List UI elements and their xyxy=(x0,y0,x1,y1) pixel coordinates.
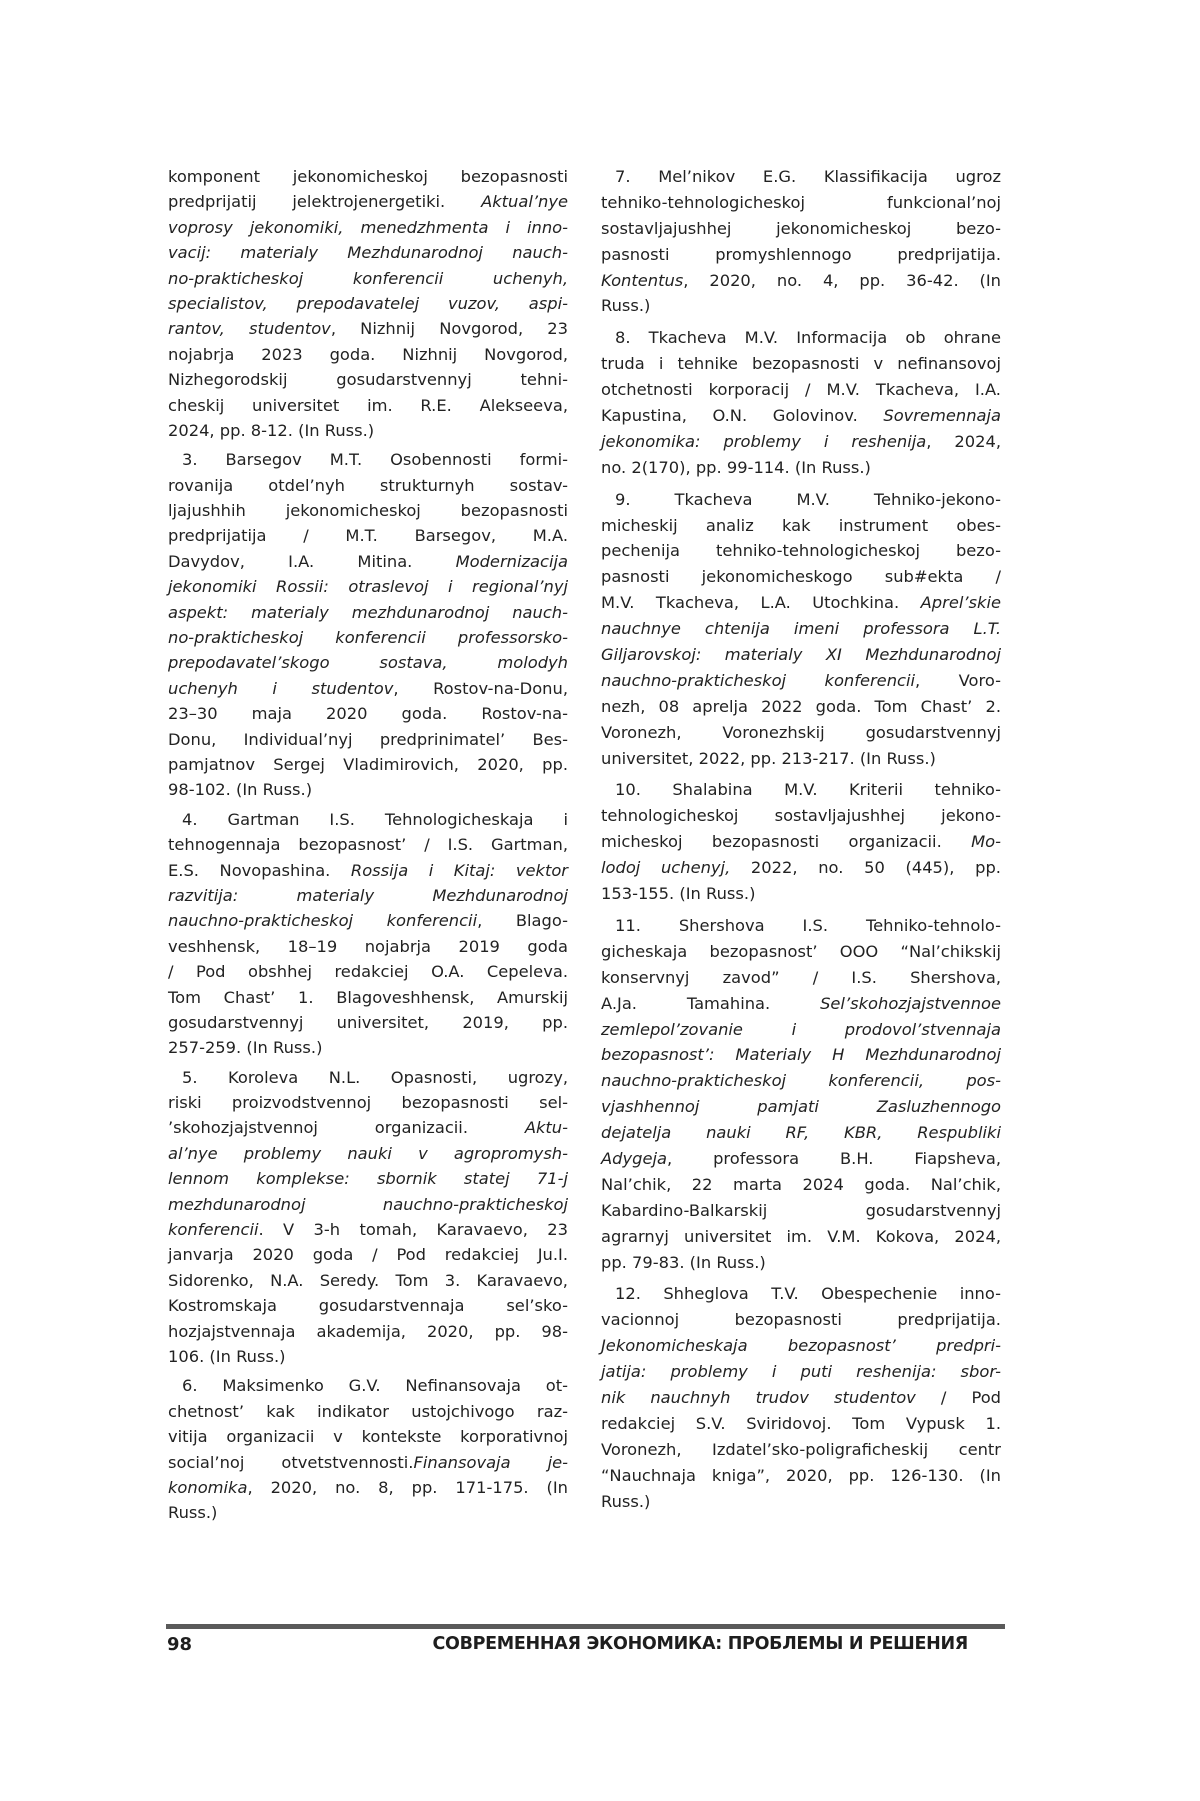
reference-text: , Blago- xyxy=(477,911,568,930)
reference-line xyxy=(601,590,1001,616)
italic-source-text: Mo- xyxy=(971,832,1001,851)
reference-text: Russ.) xyxy=(601,1492,650,1511)
reference-line xyxy=(601,694,1001,720)
reference-text: pamjatnov Sergej Vladimirovich, 2020, pp. xyxy=(168,755,568,774)
reference-text: sostavljajushhej jekonomicheskoj bezo- xyxy=(601,219,1001,238)
italic-source-text: Rossija i Kitaj: vektor xyxy=(351,861,568,880)
reference-text: / Pod xyxy=(916,1388,1001,1407)
reference-text: Kostromskaja gosudarstvennaja sel’sko- xyxy=(168,1296,568,1315)
reference-text: no. 2(170), pp. 99-114. (In Russ.) xyxy=(601,458,871,477)
italic-source-text: prepodavatel’skogo sostava, molodyh xyxy=(168,653,568,672)
italic-source-text: al’nye problemy nauki v agropromysh- xyxy=(168,1144,568,1163)
italic-source-text: aspekt: materialy mezhdunarodnoj nauch- xyxy=(168,603,568,622)
reference-line xyxy=(168,473,568,498)
reference-line xyxy=(168,625,568,650)
reference-line xyxy=(601,720,1001,746)
reference-line xyxy=(601,1017,1001,1043)
italic-source-text: specialistov, prepodavatelej vuzov, aspi- xyxy=(168,294,568,313)
reference-text: Voronezh, Izdatel’sko-poligraficheskij centr xyxy=(601,1440,1001,1459)
reference-text: , 2020, no. 8, pp. 171-175. (In xyxy=(247,1478,568,1497)
reference-text: Donu, Individual’nyj predprinimatel’ Bes- xyxy=(168,730,568,749)
reference-line xyxy=(168,959,568,984)
italic-source-text: jatija: problemy i puti reshenija: sbor- xyxy=(601,1362,1001,1381)
reference-line xyxy=(601,746,1001,772)
reference-item xyxy=(168,807,568,1061)
reference-item xyxy=(601,777,1001,906)
reference-text: universitet, 2022, pp. 213-217. (In Russ.) xyxy=(601,749,936,768)
reference-text: komponent jekonomicheskoj bezopasnosti xyxy=(168,167,568,186)
reference-text: , Rostov-na-Donu, xyxy=(393,679,568,698)
italic-source-text: konferencii xyxy=(168,1220,259,1239)
reference-text: pasnosti jekonomicheskogo sub#ekta / xyxy=(601,567,1001,586)
reference-line xyxy=(168,1373,568,1398)
reference-text: tehnologicheskoj sostavljajushhej jekono- xyxy=(601,806,1001,825)
reference-line xyxy=(168,1293,568,1318)
journal-title: СОВРЕМЕННАЯ ЭКОНОМИКА: ПРОБЛЕМЫ И РЕШЕНИЯ xyxy=(368,1634,968,1654)
reference-text: , Nizhnij Novgorod, 23 xyxy=(331,319,568,338)
reference-text: Kapustina, O.N. Golovinov. xyxy=(601,406,883,425)
reference-line xyxy=(601,429,1001,455)
reference-line xyxy=(601,913,1001,939)
reference-text: konservnyj zavod” / I.S. Shershova, xyxy=(601,968,1001,987)
reference-line xyxy=(601,1385,1001,1411)
reference-line xyxy=(168,316,568,341)
reference-line xyxy=(168,1399,568,1424)
reference-line xyxy=(168,1217,568,1242)
reference-line xyxy=(601,881,1001,907)
reference-text: riski proizvodstvennoj bezopasnosti sel- xyxy=(168,1093,568,1112)
reference-text: pasnosti promyshlennogo predprijatija. xyxy=(601,245,1001,264)
reference-text: gosudarstvennyj universitet, 2019, pp. xyxy=(168,1013,568,1032)
reference-line xyxy=(168,832,568,857)
reference-line xyxy=(601,216,1001,242)
reference-line xyxy=(601,668,1001,694)
reference-line xyxy=(601,455,1001,481)
reference-text: micheskij analiz kak instrument obes- xyxy=(601,516,1001,535)
italic-source-text: zemlepol’zovanie i prodovol’stvennaja xyxy=(601,1020,1001,1039)
reference-line xyxy=(168,1035,568,1060)
italic-source-text: Sovremennaja xyxy=(883,406,1001,425)
reference-line xyxy=(168,498,568,523)
reference-line xyxy=(601,268,1001,294)
italic-source-text: uchenyh i studentov xyxy=(168,679,393,698)
reference-text: Davydov, I.A. Mitina. xyxy=(168,552,456,571)
italic-source-text: nik nauchnyh trudov studentov xyxy=(601,1388,916,1407)
reference-line xyxy=(601,616,1001,642)
reference-text: hozjajstvennaja akademija, 2020, pp. 98- xyxy=(168,1322,568,1341)
reference-line xyxy=(601,1094,1001,1120)
reference-line xyxy=(168,934,568,959)
italic-source-text: konomika xyxy=(168,1478,247,1497)
reference-text: tehniko-tehnologicheskoj funkcional’noj xyxy=(601,193,1001,212)
reference-line xyxy=(168,752,568,777)
italic-source-text: Aprel’skie xyxy=(921,593,1001,612)
reference-text: redakciej S.V. Sviridovoj. Tom Vypusk 1. xyxy=(601,1414,1001,1433)
reference-line xyxy=(601,242,1001,268)
reference-text: 7. Mel’nikov E.G. Klassifikacija ugroz xyxy=(615,167,1001,186)
reference-line xyxy=(601,1333,1001,1359)
reference-line xyxy=(168,1424,568,1449)
reference-line xyxy=(601,1250,1001,1276)
reference-item xyxy=(168,1373,568,1525)
reference-line xyxy=(168,164,568,189)
reference-line xyxy=(168,777,568,802)
reference-text: , 2020, no. 4, pp. 36-42. (In xyxy=(683,271,1001,290)
reference-line xyxy=(168,523,568,548)
reference-line xyxy=(168,574,568,599)
italic-source-text: razvitija: materialy Mezhdunarodnoj xyxy=(168,886,568,905)
reference-item xyxy=(168,447,568,802)
reference-text: agrarnyj universitet im. V.M. Kokova, 2024, xyxy=(601,1227,1001,1246)
reference-line xyxy=(168,701,568,726)
reference-text: 106. (In Russ.) xyxy=(168,1347,285,1366)
reference-line xyxy=(601,351,1001,377)
italic-source-text: nauchnye chtenija imeni professora L.T. xyxy=(601,619,1001,638)
reference-line xyxy=(168,858,568,883)
reference-text: pp. 79-83. (In Russ.) xyxy=(601,1253,766,1272)
italic-source-text: vjashhennoj pamjati Zasluzhennogo xyxy=(601,1097,1001,1116)
reference-text: Russ.) xyxy=(168,1503,217,1522)
reference-text: 2024, pp. 8-12. (In Russ.) xyxy=(168,421,374,440)
reference-line xyxy=(601,1224,1001,1250)
page-number: 98 xyxy=(167,1634,192,1655)
reference-text: vitija organizacii v kontekste korporativnoj xyxy=(168,1427,568,1446)
reference-text: predprijatij jelektrojenergetiki. xyxy=(168,192,481,211)
italic-source-text: jekonomiki Rossii: otraslevoj i regional’nyj xyxy=(168,577,568,596)
reference-line xyxy=(168,291,568,316)
reference-text: 12. Shheglova T.V. Obespechenie inno- xyxy=(615,1284,1001,1303)
reference-text: rovanija otdel’nyh strukturnyh sostav- xyxy=(168,476,568,495)
reference-line xyxy=(168,1115,568,1140)
italic-source-text: dejatelja nauki RF, KBR, Respubliki xyxy=(601,1123,1001,1142)
reference-line xyxy=(601,513,1001,539)
reference-text: micheskoj bezopasnosti organizacii. xyxy=(601,832,971,851)
reference-text: Kabardino-Balkarskij gosudarstvennyj xyxy=(601,1201,1001,1220)
reference-line xyxy=(601,642,1001,668)
reference-line xyxy=(168,807,568,832)
reference-line xyxy=(168,215,568,240)
reference-line xyxy=(168,1344,568,1369)
reference-line xyxy=(601,1198,1001,1224)
reference-line xyxy=(168,676,568,701)
reference-line xyxy=(601,1281,1001,1307)
reference-line xyxy=(168,1141,568,1166)
reference-text: Russ.) xyxy=(601,296,650,315)
reference-line xyxy=(168,1166,568,1191)
reference-line xyxy=(168,342,568,367)
italic-source-text: mezhdunarodnoj nauchno-prakticheskoj xyxy=(168,1195,568,1214)
reference-line xyxy=(601,538,1001,564)
reference-text: vacionnoj bezopasnosti predprijatija. xyxy=(601,1310,1001,1329)
reference-line xyxy=(601,991,1001,1017)
reference-line xyxy=(168,1475,568,1500)
italic-source-text: Adygeja xyxy=(601,1149,667,1168)
reference-line xyxy=(601,1068,1001,1094)
italic-source-text: nauchno-prakticheskoj konferencii xyxy=(168,911,477,930)
italic-source-text: rantov, studentov xyxy=(168,319,331,338)
reference-line xyxy=(168,1090,568,1115)
reference-text: truda i tehnike bezopasnosti v nefinansovoj xyxy=(601,354,1001,373)
reference-text: 257-259. (In Russ.) xyxy=(168,1038,322,1057)
reference-line xyxy=(601,965,1001,991)
reference-text: Tom Chast’ 1. Blagoveshhensk, Amurskij xyxy=(168,988,568,1007)
reference-line xyxy=(168,266,568,291)
reference-text: / Pod obshhej redakciej O.A. Cepeleva. xyxy=(168,962,568,981)
italic-source-text: lennom komplekse: sbornik statej 71-j xyxy=(168,1169,568,1188)
reference-text: cheskij universitet im. R.E. Alekseeva, xyxy=(168,396,568,415)
italic-source-text: no-prakticheskoj konferencii uchenyh, xyxy=(168,269,568,288)
italic-source-text: Aktual’nye xyxy=(481,192,568,211)
reference-line xyxy=(601,1042,1001,1068)
reference-line xyxy=(601,803,1001,829)
reference-line xyxy=(168,418,568,443)
reference-line xyxy=(601,190,1001,216)
reference-line xyxy=(168,1450,568,1475)
reference-line xyxy=(168,1010,568,1035)
reference-line xyxy=(168,1242,568,1267)
reference-text: A.Ja. Tamahina. xyxy=(601,994,820,1013)
reference-text: 23–30 maja 2020 goda. Rostov-na- xyxy=(168,704,568,723)
italic-source-text: Modernizacija xyxy=(456,552,568,571)
reference-text: . V 3-h tomah, Karavaevo, 23 xyxy=(259,1220,569,1239)
reference-text: Nizhegorodskij gosudarstvennyj tehni- xyxy=(168,370,568,389)
reference-text: Voronezh, Voronezhskij gosudarstvennyj xyxy=(601,723,1001,742)
reference-line xyxy=(601,403,1001,429)
reference-line xyxy=(168,1319,568,1344)
reference-line xyxy=(601,1411,1001,1437)
reference-item xyxy=(601,325,1001,480)
reference-line xyxy=(168,727,568,752)
reference-item xyxy=(601,913,1001,1275)
reference-item xyxy=(168,164,568,443)
reference-line xyxy=(601,855,1001,881)
reference-item xyxy=(601,164,1001,319)
italic-source-text: Sel’skohozjajstvennoe xyxy=(820,994,1001,1013)
reference-text: 153-155. (In Russ.) xyxy=(601,884,755,903)
reference-line xyxy=(601,293,1001,319)
reference-item xyxy=(601,487,1001,772)
reference-line xyxy=(168,189,568,214)
reference-line xyxy=(601,1463,1001,1489)
reference-text: ljajushhih jekonomicheskoj bezopasnosti xyxy=(168,501,568,520)
reference-line xyxy=(168,1192,568,1217)
italic-source-text: Giljarovskoj: materialy XI Mezhdunarodnoj xyxy=(601,645,1001,664)
reference-line xyxy=(168,393,568,418)
reference-text: “Nauchnaja kniga”, 2020, pp. 126-130. (In xyxy=(601,1466,1001,1485)
reference-text: janvarja 2020 goda / Pod redakciej Ju.I. xyxy=(168,1245,568,1264)
reference-line xyxy=(601,1146,1001,1172)
reference-text: 6. Maksimenko G.V. Nefinansovaja ot- xyxy=(182,1376,568,1395)
reference-line xyxy=(601,1437,1001,1463)
italic-source-text: bezopasnost’: Materialy H Mezhdunarodnoj xyxy=(601,1045,1001,1064)
italic-source-text: jekonomika: problemy i reshenija xyxy=(601,432,926,451)
reference-text: 2022, no. 50 (445), pp. xyxy=(730,858,1001,877)
italic-source-text: lodoj uchenyj, xyxy=(601,858,730,877)
reference-line xyxy=(168,985,568,1010)
reference-line xyxy=(601,487,1001,513)
reference-line xyxy=(168,883,568,908)
reference-line xyxy=(601,1120,1001,1146)
reference-text: 9. Tkacheva M.V. Tehniko-jekono- xyxy=(615,490,1001,509)
reference-line xyxy=(168,367,568,392)
footer-divider xyxy=(166,1624,1005,1629)
reference-text: predprijatija / M.T. Barsegov, M.A. xyxy=(168,526,568,545)
reference-text: 8. Tkacheva M.V. Informacija ob ohrane xyxy=(615,328,1001,347)
reference-text: tehnogennaja bezopasnost’ / I.S. Gartman, xyxy=(168,835,568,854)
reference-text: 5. Koroleva N.L. Opasnosti, ugrozy, xyxy=(182,1068,568,1087)
reference-text: social’noj otvetstvennosti. xyxy=(168,1453,414,1472)
reference-line xyxy=(601,1172,1001,1198)
italic-source-text: Kontentus xyxy=(601,271,683,290)
reference-text: gicheskaja bezopasnost’ OOO “Nal’chikskij xyxy=(601,942,1001,961)
reference-line xyxy=(168,1065,568,1090)
italic-source-text: nauchno-prakticheskoj konferencii, pos- xyxy=(601,1071,1001,1090)
reference-line xyxy=(601,939,1001,965)
reference-line xyxy=(601,1489,1001,1515)
reference-text: , 2024, xyxy=(926,432,1001,451)
reference-text: Nal’chik, 22 marta 2024 goda. Nal’chik, xyxy=(601,1175,1001,1194)
reference-column-left xyxy=(168,164,568,1530)
reference-text: nojabrja 2023 goda. Nizhnij Novgorod, xyxy=(168,345,568,364)
reference-line xyxy=(168,600,568,625)
reference-line xyxy=(601,1307,1001,1333)
reference-text: Sidorenko, N.A. Seredy. Tom 3. Karavaevo, xyxy=(168,1271,568,1290)
reference-text: , Voro- xyxy=(915,671,1001,690)
reference-line xyxy=(168,240,568,265)
reference-line xyxy=(601,777,1001,803)
italic-source-text: voprosy jekonomiki, menedzhmenta i inno- xyxy=(168,218,568,237)
reference-line xyxy=(601,564,1001,590)
reference-text: chetnost’ kak indikator ustojchivogo raz- xyxy=(168,1402,568,1421)
reference-line xyxy=(601,377,1001,403)
reference-text: , professora B.H. Fiapsheva, xyxy=(667,1149,1001,1168)
reference-text: nezh, 08 aprelja 2022 goda. Tom Chast’ 2. xyxy=(601,697,1001,716)
italic-source-text: Aktu- xyxy=(525,1118,568,1137)
reference-line xyxy=(601,325,1001,351)
reference-line xyxy=(168,1268,568,1293)
reference-line xyxy=(168,447,568,472)
reference-text: ’skohozjajstvennoj organizacii. xyxy=(168,1118,525,1137)
reference-line xyxy=(168,650,568,675)
italic-source-text: Finansovaja je- xyxy=(414,1453,569,1472)
reference-line xyxy=(168,908,568,933)
reference-line xyxy=(601,164,1001,190)
reference-text: 3. Barsegov M.T. Osobennosti formi- xyxy=(182,450,568,469)
reference-text: 98-102. (In Russ.) xyxy=(168,780,312,799)
reference-text: E.S. Novopashina. xyxy=(168,861,351,880)
reference-line xyxy=(601,829,1001,855)
reference-text: 10. Shalabina M.V. Kriterii tehniko- xyxy=(615,780,1001,799)
reference-text: 11. Shershova I.S. Tehniko-tehnolo- xyxy=(615,916,1001,935)
reference-column-right xyxy=(601,164,1001,1520)
reference-text: otchetnosti korporacij / M.V. Tkacheva, I.A. xyxy=(601,380,1001,399)
reference-text: M.V. Tkacheva, L.A. Utochkina. xyxy=(601,593,921,612)
italic-source-text: Jekonomicheskaja bezopasnost’ predpri- xyxy=(601,1336,1001,1355)
italic-source-text: vacij: materialy Mezhdunarodnoj nauch- xyxy=(168,243,568,262)
italic-source-text: nauchno-prakticheskoj konferencii xyxy=(601,671,915,690)
reference-text: 4. Gartman I.S. Tehnologicheskaja i xyxy=(182,810,568,829)
reference-line xyxy=(601,1359,1001,1385)
reference-text: veshhensk, 18–19 nojabrja 2019 goda xyxy=(168,937,568,956)
reference-line xyxy=(168,549,568,574)
reference-line xyxy=(168,1500,568,1525)
reference-text: pechenija tehniko-tehnologicheskoj bezo- xyxy=(601,541,1001,560)
reference-item xyxy=(168,1065,568,1370)
reference-item xyxy=(601,1281,1001,1514)
italic-source-text: no-prakticheskoj konferencii professorsko- xyxy=(168,628,568,647)
